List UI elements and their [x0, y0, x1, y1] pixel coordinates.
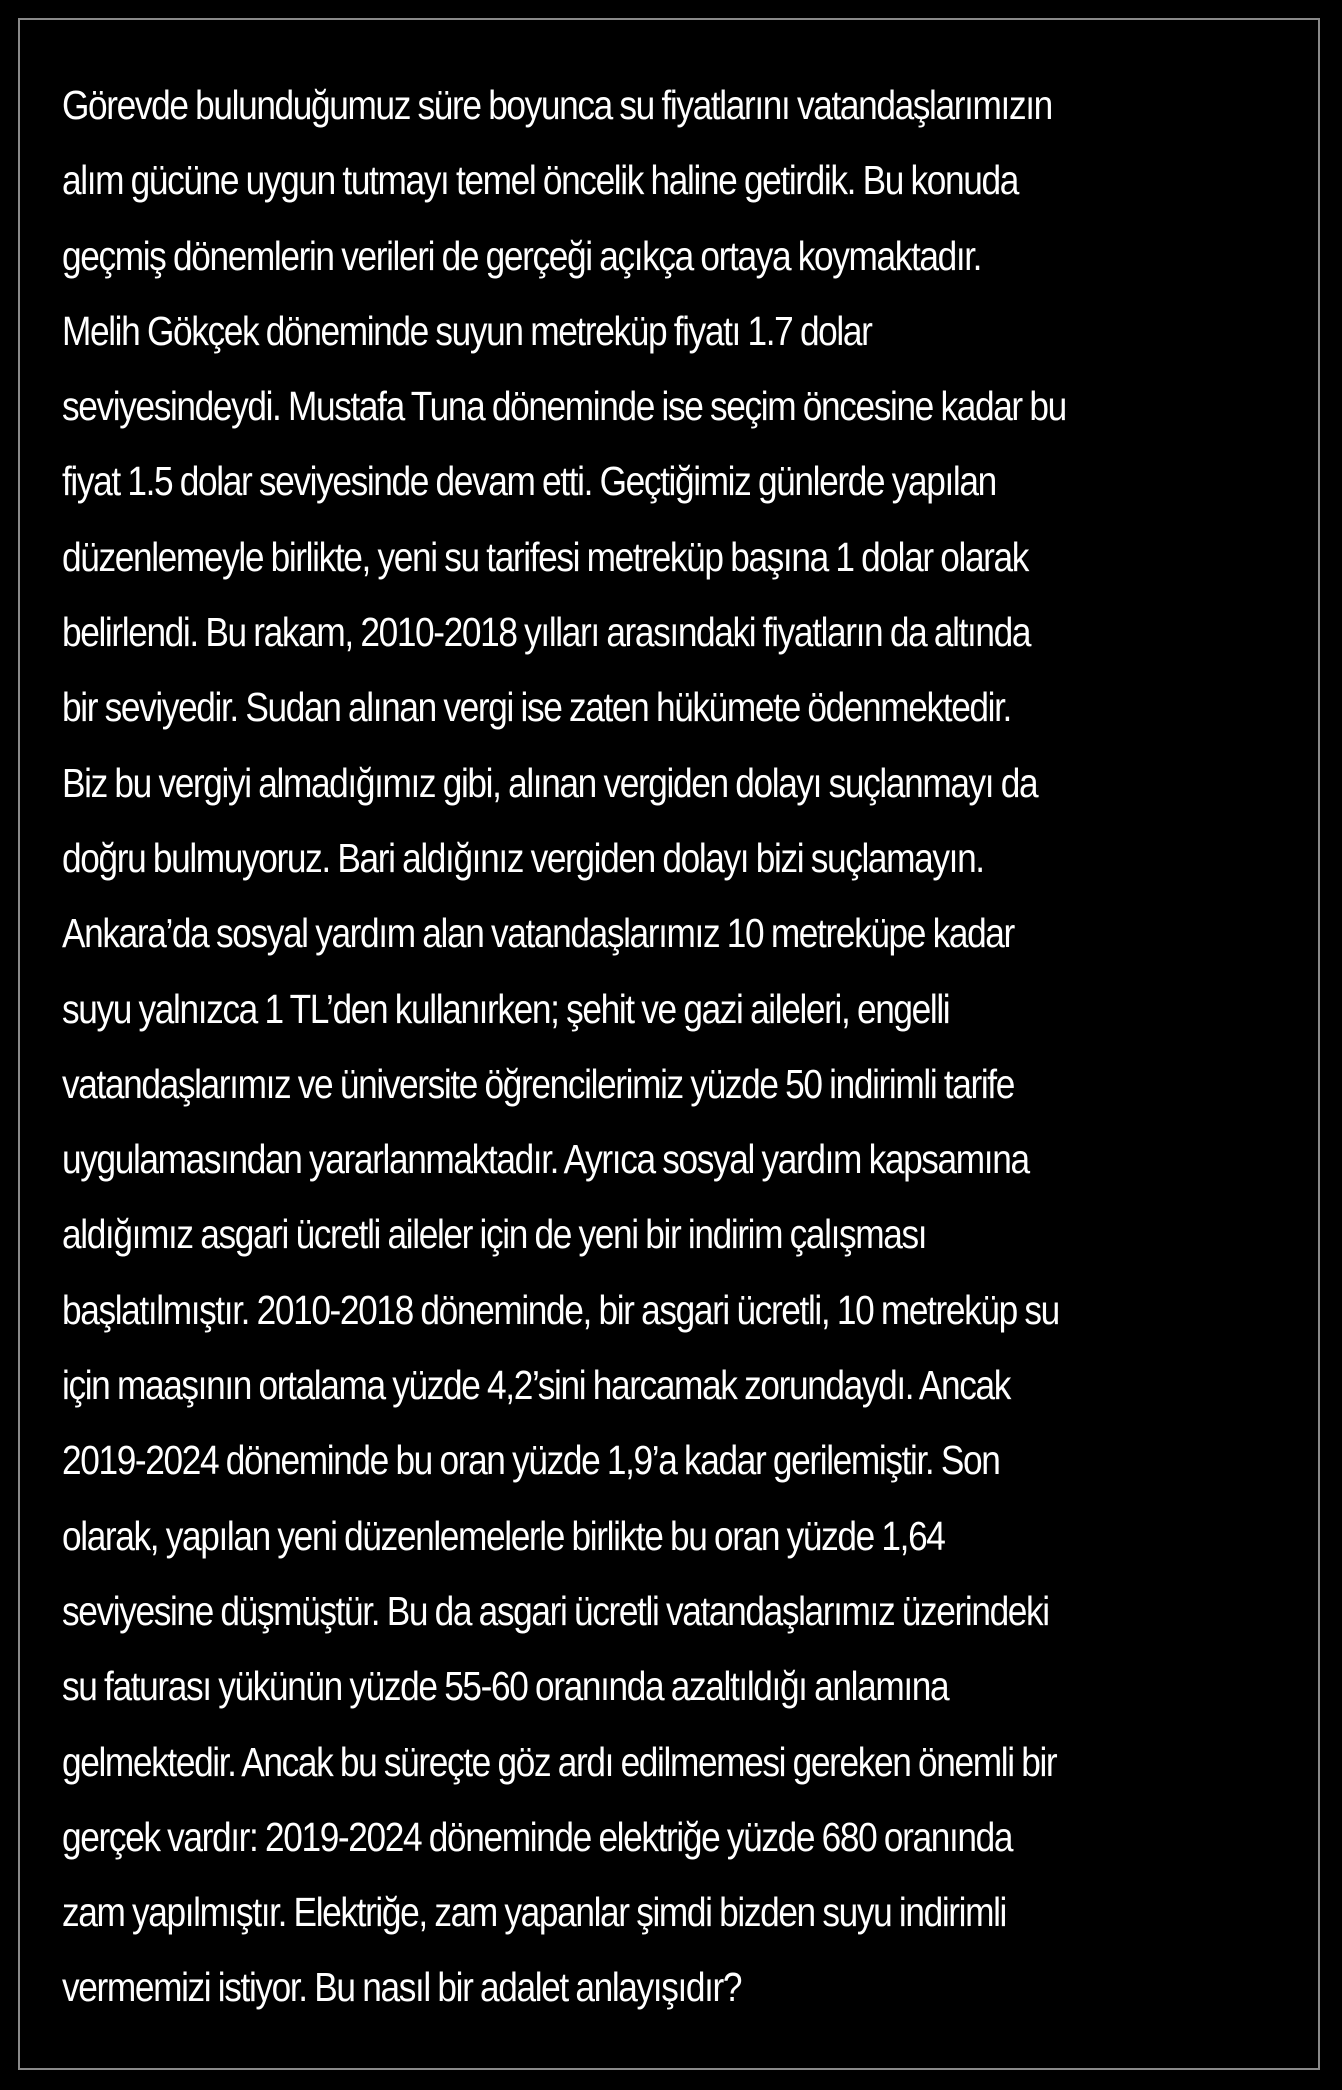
- text-line-5: seviyesindeydi. Mustafa Tuna döneminde ise seçim öncesine kadar bu: [62, 383, 1066, 430]
- text-line-1: Görevde bulunduğumuz süre boyunca su fiyatlarını vatandaşlarımızın: [62, 82, 1052, 128]
- text-line-26: vermemizi istiyor. Bu nasıl bir adalet anlayışıdır?: [62, 1964, 742, 2011]
- text-line-7: düzenlemeyle birlikte, yeni su tarifesi metreküp başına 1 dolar olarak: [62, 533, 1029, 580]
- text-line-8: belirlendi. Bu rakam, 2010-2018 yılları arasındaki fiyatların da altında: [62, 609, 1031, 656]
- text-line-10: Biz bu vergiyi almadığımız gibi, alınan vergiden dolayı suçlanmayı da: [62, 759, 1038, 806]
- text-line-25: zam yapılmıştır. Elektriğe, zam yapanlar şimdi bizden suyu indirimli: [62, 1889, 1007, 1936]
- text-line-13: suyu yalnızca 1 TL’den kullanırken; şehit ve gazi aileleri, engelli: [62, 985, 950, 1032]
- text-line-15: uygulamasından yararlanmaktadır. Ayrıca sosyal yardım kapsamına: [62, 1136, 1029, 1183]
- text-line-17: başlatılmıştır. 2010-2018 döneminde, bir asgari ücretli, 10 metreküp su: [62, 1286, 1059, 1333]
- text-line-11: doğru bulmuyoruz. Bari aldığınız vergiden dolayı bizi suçlamayın.: [62, 834, 984, 881]
- text-line-19: 2019-2024 döneminde bu oran yüzde 1,9’a kadar gerilemiştir. Son: [62, 1437, 1000, 1484]
- text-line-14: vatandaşlarımız ve üniversite öğrencilerimiz yüzde 50 indirimli tarife: [62, 1060, 1014, 1107]
- text-line-16: aldığımız asgari ücretli aileler için de yeni bir indirim çalışması: [62, 1211, 927, 1258]
- text-line-18: için maaşının ortalama yüzde 4,2’sini harcamak zorundaydı. Ancak: [62, 1362, 1010, 1409]
- text-line-21: seviyesine düşmüştür. Bu da asgari ücretli vatandaşlarımız üzerindeki: [62, 1587, 1049, 1634]
- text-line-23: gelmektedir. Ancak bu süreçte göz ardı edilmemesi gereken önemli bir: [62, 1738, 1057, 1785]
- text-line-2: alım gücüne uygun tutmayı temel öncelik haline getirdik. Bu konuda: [62, 157, 1018, 204]
- text-line-22: su faturası yükünün yüzde 55-60 oranında azaltıldığı anlamına: [62, 1663, 949, 1710]
- statement-text: [62, 68, 1120, 2026]
- text-line-24: gerçek vardır: 2019-2024 döneminde elektriğe yüzde 680 oranında: [62, 1813, 1013, 1860]
- text-line-12: Ankara’da sosyal yardım alan vatandaşlarımız 10 metreküpe kadar: [62, 910, 1014, 957]
- text-line-9: bir seviyedir. Sudan alınan vergi ise zaten hükümete ödenmektedir.: [62, 684, 1011, 731]
- text-line-6: fiyat 1.5 dolar seviyesinde devam etti. Geçtiğimiz günlerde yapılan: [62, 458, 996, 505]
- text-line-20: olarak, yapılan yeni düzenlemelerle birlikte bu oran yüzde 1,64: [62, 1512, 945, 1559]
- text-line-4: Melih Gökçek döneminde suyun metreküp fiyatı 1.7 dolar: [62, 307, 872, 354]
- text-line-3: geçmiş dönemlerin verileri de gerçeği açıkça ortaya koymaktadır.: [62, 232, 982, 279]
